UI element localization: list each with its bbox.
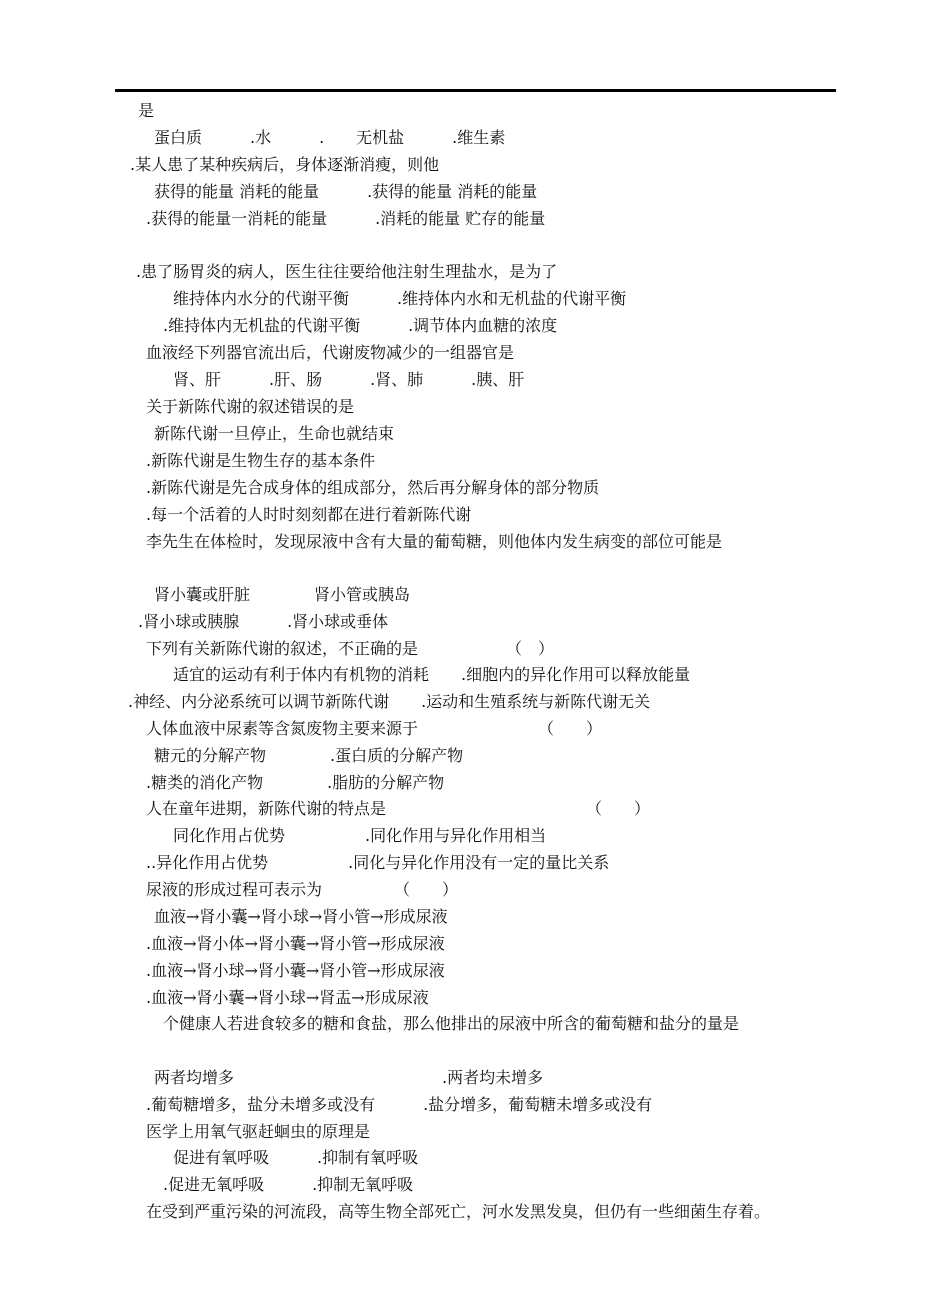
header-rule bbox=[115, 89, 836, 92]
text-line: 维持体内水分的代谢平衡 .维持体内水和无机盐的代谢平衡 bbox=[173, 289, 627, 308]
text-line: 人在童年进期，新陈代谢的特点是 （ ） bbox=[146, 799, 651, 818]
text-line: 个健康人若进食较多的糖和食盐，那么他排出的尿液中所含的葡萄糖和盐分的量是 bbox=[163, 1014, 740, 1033]
text-line: 血液经下列器官流出后，代谢废物减少的一组器官是 bbox=[146, 343, 515, 362]
text-line: 适宜的运动有利于体内有机物的消耗 .细胞内的异化作用可以释放能量 bbox=[173, 665, 691, 684]
text-line: .维持体内无机盐的代谢平衡 .调节体内血糖的浓度 bbox=[163, 316, 558, 335]
text-line: 两者均增多 .两者均未增多 bbox=[154, 1068, 544, 1087]
text-line: .糖类的消化产物 .脂肪的分解产物 bbox=[146, 773, 445, 792]
text-line: 李先生在体检时，发现尿液中含有大量的葡萄糖，则他体内发生病变的部位可能是 bbox=[146, 532, 723, 551]
text-line: ..异化作用占优势 .同化与异化作用没有一定的量比关系 bbox=[146, 853, 610, 872]
text-line: 医学上用氧气驱赶蛔虫的原理是 bbox=[146, 1122, 371, 1141]
text-line: 在受到严重污染的河流段，高等生物全部死亡，河水发黑发臭，但仍有一些细菌生存着。 bbox=[146, 1202, 771, 1221]
text-line: 血液→肾小囊→肾小球→肾小管→形成尿液 bbox=[154, 907, 448, 926]
text-line: .新陈代谢是先合成身体的组成部分，然后再分解身体的部分物质 bbox=[146, 478, 600, 497]
text-line: .血液→肾小体→肾小囊→肾小管→形成尿液 bbox=[146, 934, 445, 953]
text-line: 获得的能量 消耗的能量 .获得的能量 消耗的能量 bbox=[154, 182, 538, 201]
text-line: .新陈代谢是生物生存的基本条件 bbox=[146, 451, 376, 470]
text-line: .血液→肾小球→肾小囊→肾小管→形成尿液 bbox=[146, 961, 445, 980]
text-line: 肾小囊或肝脏 肾小管或胰岛 bbox=[154, 585, 411, 604]
text-line: 蛋白质 .水 . 无机盐 .维生素 bbox=[154, 128, 506, 147]
text-line: .肾小球或胰腺 .肾小球或垂体 bbox=[138, 612, 389, 631]
text-line: .某人患了某种疾病后，身体逐渐消瘦，则他 bbox=[130, 155, 440, 174]
text-line: .获得的能量一消耗的能量 .消耗的能量 贮存的能量 bbox=[146, 209, 546, 228]
text-line: 促进有氧呼吸 .抑制有氧呼吸 bbox=[173, 1148, 419, 1167]
text-line: .葡萄糖增多，盐分未增多或没有 .盐分增多，葡萄糖未增多或没有 bbox=[146, 1095, 653, 1114]
text-line: .每一个活着的人时时刻刻都在进行着新陈代谢 bbox=[146, 505, 472, 524]
text-line: 肾、肝 .肝、肠 .肾、肺 .胰、肝 bbox=[173, 370, 525, 389]
text-line: 同化作用占优势 .同化作用与异化作用相当 bbox=[173, 826, 547, 845]
text-line: .神经、内分泌系统可以调节新陈代谢 .运动和生殖系统与新陈代谢无关 bbox=[128, 692, 651, 711]
text-line: 关于新陈代谢的叙述错误的是 bbox=[146, 397, 355, 416]
text-line: 糖元的分解产物 .蛋白质的分解产物 bbox=[154, 746, 464, 765]
text-line: .患了肠胃炎的病人，医生往往要给他注射生理盐水，是为了 bbox=[136, 262, 558, 281]
text-line: 是 bbox=[138, 101, 155, 120]
text-line: 尿液的形成过程可表示为 （ ） bbox=[146, 880, 459, 899]
text-line: .血液→肾小囊→肾小球→肾盂→形成尿液 bbox=[146, 988, 429, 1007]
text-line: 下列有关新陈代谢的叙述，不正确的是 （ ） bbox=[146, 639, 555, 658]
text-line: 人体血液中尿素等含氮废物主要来源于 （ ） bbox=[146, 719, 603, 738]
text-line: 新陈代谢一旦停止，生命也就结束 bbox=[154, 424, 395, 443]
text-line: .促进无氧呼吸 .抑制无氧呼吸 bbox=[163, 1175, 414, 1194]
